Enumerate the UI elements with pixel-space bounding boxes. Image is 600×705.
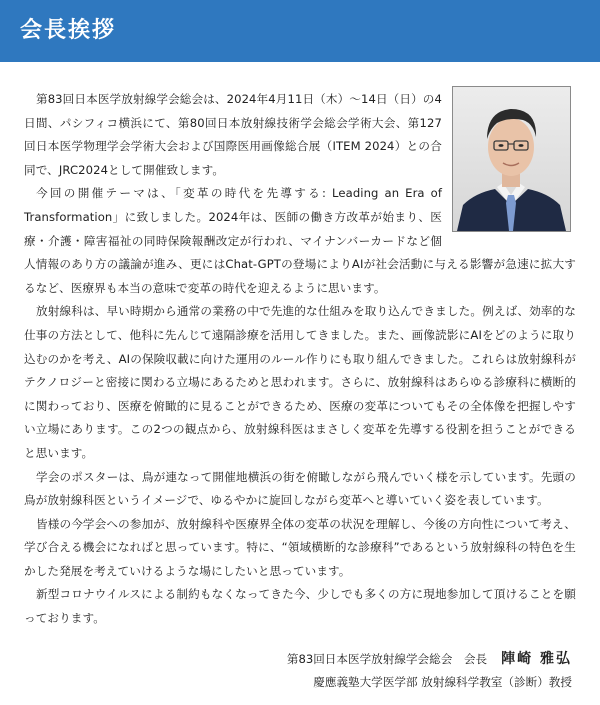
signature-organization: 第83回日本医学放射線学会総会 会長 bbox=[286, 652, 488, 666]
signature-name: 陣崎 雅弘 bbox=[501, 651, 572, 667]
paragraph-1: 第83回日本医学放射線学会総会は、2024年4月11日（木）〜14日（日）の4日間、パシフィコ横浜にて、第80回日本放射線技術学会総会学術大会、第127回日本医学物理学会学術大会および国際医用画像総合展（ITEM 2024）との合同で、JRC2024として開催致します。 bbox=[24, 92, 442, 177]
greeting-body bbox=[24, 88, 576, 631]
page-header bbox=[0, 0, 600, 62]
page-title: 会長挨拶 bbox=[20, 18, 117, 43]
paragraph-6: 新型コロナウイルスによる制約もなくなってきた今、少しでも多くの方に現地参加して頂けることを願っております。 bbox=[24, 587, 576, 626]
signature-line-2: 慶應義塾大学医学部 放射線科学教室（診断）教授 bbox=[313, 675, 572, 689]
paragraph-3: 放射線科は、早い時期から通常の業務の中で先進的な仕組みを取り込んできました。例えば、効率的な仕事の方法として、他科に先んじて遠隔診療を活用してきました。また、画像読影にAIをどのように取り込むのかを考え、AIの保険収載に向けた運用のルール作りにも取り組んできました。これらは放射線科がテクノロジーと密接に関わる立場にあるためと思われます。さらに、放射線科はあらゆる診療科に横断的に関わっており、医療を俯瞰的に見ることができるため、医療の変革についてもその全体像を把握しやすい立場にあります。この2つの観点から、放射線科医はまさしく変革を先導する役割を担うことができると思います。 bbox=[24, 304, 576, 460]
paragraph-2: 今回の開催テーマは、「変革の時代を先導する: Leading an Era of Transformation」に致しました。2024年は、医師の働き方改革が始まり、医療・介護・障害福祉の同時保険報酬改定が行われ、マイナンバーカードなど個人情報のあり方の議論が進み、更にはChat-GPTの登場によりAIが社会活動に与える影響が急速に拡大するなど、医療界も本当の意味で変革の時代を迎えるように思います。 bbox=[24, 186, 576, 295]
paragraph-5: 皆様の今学会への参加が、放射線科や医療界全体の変革の状況を理解し、今後の方向性について考え、学び合える機会になればと思っています。特に、“領域横断的な診療科”であるという放射線科の特色を生かした発展を考えていけるような場にしたいと思っています。 bbox=[24, 516, 576, 578]
signature-line-1 bbox=[287, 648, 572, 668]
paragraph-4: 学会のポスターは、鳥が連なって開催地横浜の街を俯瞰しながら飛んでいく様を示しています。先頭の鳥が放射線科医というイメージで、ゆるやかに旋回しながら変革へと導いていく姿を表しています。 bbox=[24, 469, 576, 508]
photo-spacer bbox=[442, 88, 576, 252]
